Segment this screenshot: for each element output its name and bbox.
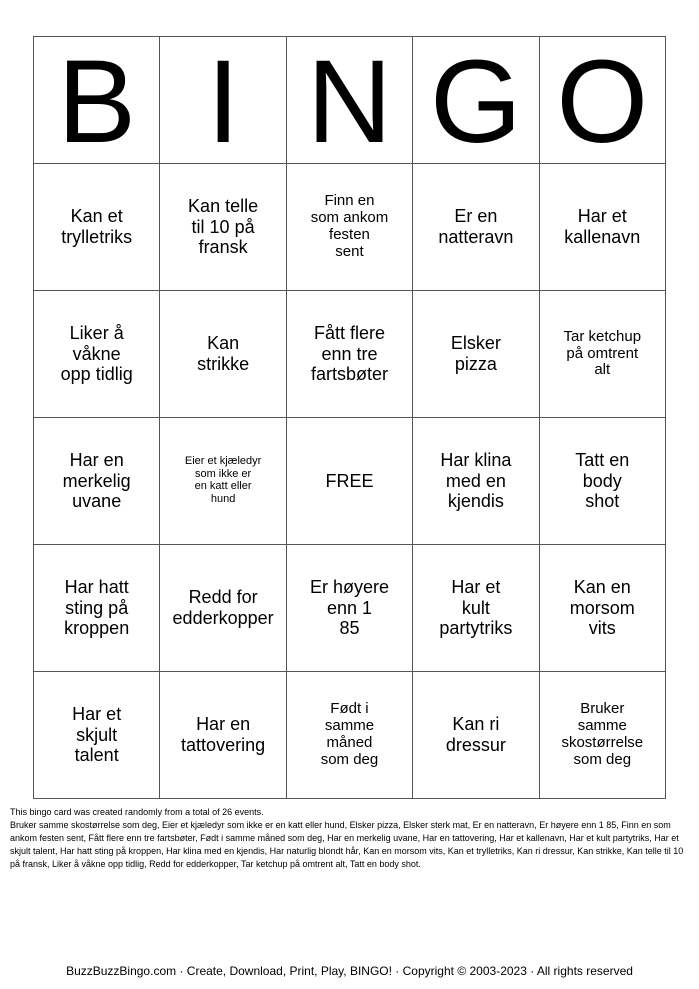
bingo-cell — [539, 545, 665, 672]
header-letter-b: B — [57, 36, 137, 164]
bingo-cell — [160, 164, 286, 291]
page-footer: BuzzBuzzBingo.com · Create, Download, Print, Play, BINGO! · Copyright © 2003-2023 · All rights reserved — [66, 964, 633, 978]
bingo-cell-text: Har hatt sting på kroppen — [64, 577, 130, 638]
bingo-cell-text: Er høyere enn 1 85 — [309, 577, 389, 638]
bingo-cell-text: Har en tattovering — [181, 714, 266, 755]
bingo-cell — [160, 672, 286, 799]
bingo-cell-text: Eier et kjæledyr som ikke er en katt eller hund — [184, 455, 262, 505]
bingo-row — [34, 291, 666, 418]
header-cell — [413, 37, 539, 164]
bingo-cell-text: Har et skjult talent — [72, 704, 122, 765]
header-letter-o: O — [556, 36, 649, 164]
bingo-cell — [34, 672, 160, 799]
bingo-cell-text: Har et kallenavn — [564, 206, 641, 247]
header-cell — [34, 37, 160, 164]
bingo-cell — [286, 291, 412, 418]
bingo-cell-text: Finn en som ankom festen sent — [310, 192, 389, 260]
bingo-cell — [160, 418, 286, 545]
bingo-cell — [539, 418, 665, 545]
bingo-cell — [413, 164, 539, 291]
bingo-cell-text: Kan en morsom vits — [569, 577, 635, 638]
bingo-cell — [286, 164, 412, 291]
bingo-cell — [286, 545, 412, 672]
bingo-cell-text: Tar ketchup på omtrent alt — [563, 327, 642, 379]
card-info-summary: This bingo card was created randomly from a total of 26 events. — [10, 807, 264, 817]
header-cell — [539, 37, 665, 164]
header-cell — [286, 37, 412, 164]
header-letter-n: N — [306, 36, 393, 164]
bingo-cell-text: Har et kult partytriks — [439, 577, 513, 638]
bingo-row — [34, 672, 666, 799]
bingo-cell-text: Er en natteravn — [438, 206, 514, 247]
free-space-cell — [286, 418, 412, 545]
bingo-cell — [286, 672, 412, 799]
bingo-cell-text: Kan telle til 10 på fransk — [188, 196, 259, 257]
bingo-row — [34, 418, 666, 545]
card-info-events-list: Bruker samme skostørrelse som deg, Eier et kjæledyr som ikke er en katt eller hund, Elsker pizza, Elsker sterk mat, Er en natteravn, Er høyere enn 1 85, Finn en som ankom festen sent, Fått flere enn tre fartsbøter, Født i samme måned som deg, Har en merkelig uvane, Har en tattovering, Har et kallenavn, Har et kult partytriks, Har et skjult talent, Har hatt sting på kroppen, Har klina med en kjendis, Har naturlig blondt hår, Kan en morsom vits, Kan et trylletriks, Kan ri dressur, Kan strikke, Kan telle til 10 på fransk, Liker å våkne opp tidlig, Redd for edderkopper, Tar ketchup på omtrent alt, Tatt en body shot. — [10, 820, 684, 869]
bingo-cell — [413, 418, 539, 545]
bingo-cell-text: Kan ri dressur — [445, 714, 506, 755]
bingo-cell — [539, 291, 665, 418]
bingo-row — [34, 164, 666, 291]
bingo-cell — [34, 291, 160, 418]
bingo-cell — [34, 164, 160, 291]
bingo-cell — [539, 164, 665, 291]
bingo-cell-text: Har en merkelig uvane — [62, 450, 131, 511]
header-letter-i: I — [206, 36, 240, 164]
bingo-cell — [413, 545, 539, 672]
bingo-cell-text: Elsker pizza — [450, 333, 501, 374]
bingo-cell-text: Kan strikke — [197, 333, 250, 374]
bingo-cell-text: Fått flere enn tre fartsbøter — [310, 323, 388, 384]
bingo-cell — [413, 291, 539, 418]
bingo-cell-text: Kan et trylletriks — [61, 206, 133, 247]
bingo-cell — [539, 672, 665, 799]
bingo-cell — [160, 291, 286, 418]
bingo-header-row — [34, 37, 666, 164]
bingo-cell — [34, 545, 160, 672]
bingo-cell-text: Født i samme måned som deg — [320, 700, 379, 768]
header-cell — [160, 37, 286, 164]
bingo-cell-text: Redd for edderkopper — [172, 587, 274, 628]
bingo-cell-text: Har klina med en kjendis — [440, 450, 512, 511]
bingo-card — [33, 36, 666, 799]
bingo-cell-text: Liker å våkne opp tidlig — [60, 323, 133, 384]
bingo-row — [34, 545, 666, 672]
bingo-cell — [160, 545, 286, 672]
bingo-cell-text: Bruker samme skostørrelse som deg — [561, 700, 644, 768]
bingo-cell — [34, 418, 160, 545]
bingo-cell — [413, 672, 539, 799]
header-letter-g: G — [429, 36, 522, 164]
free-space-label: FREE — [325, 470, 374, 491]
bingo-cell-text: Tatt en body shot — [575, 450, 630, 511]
card-info — [10, 806, 690, 871]
